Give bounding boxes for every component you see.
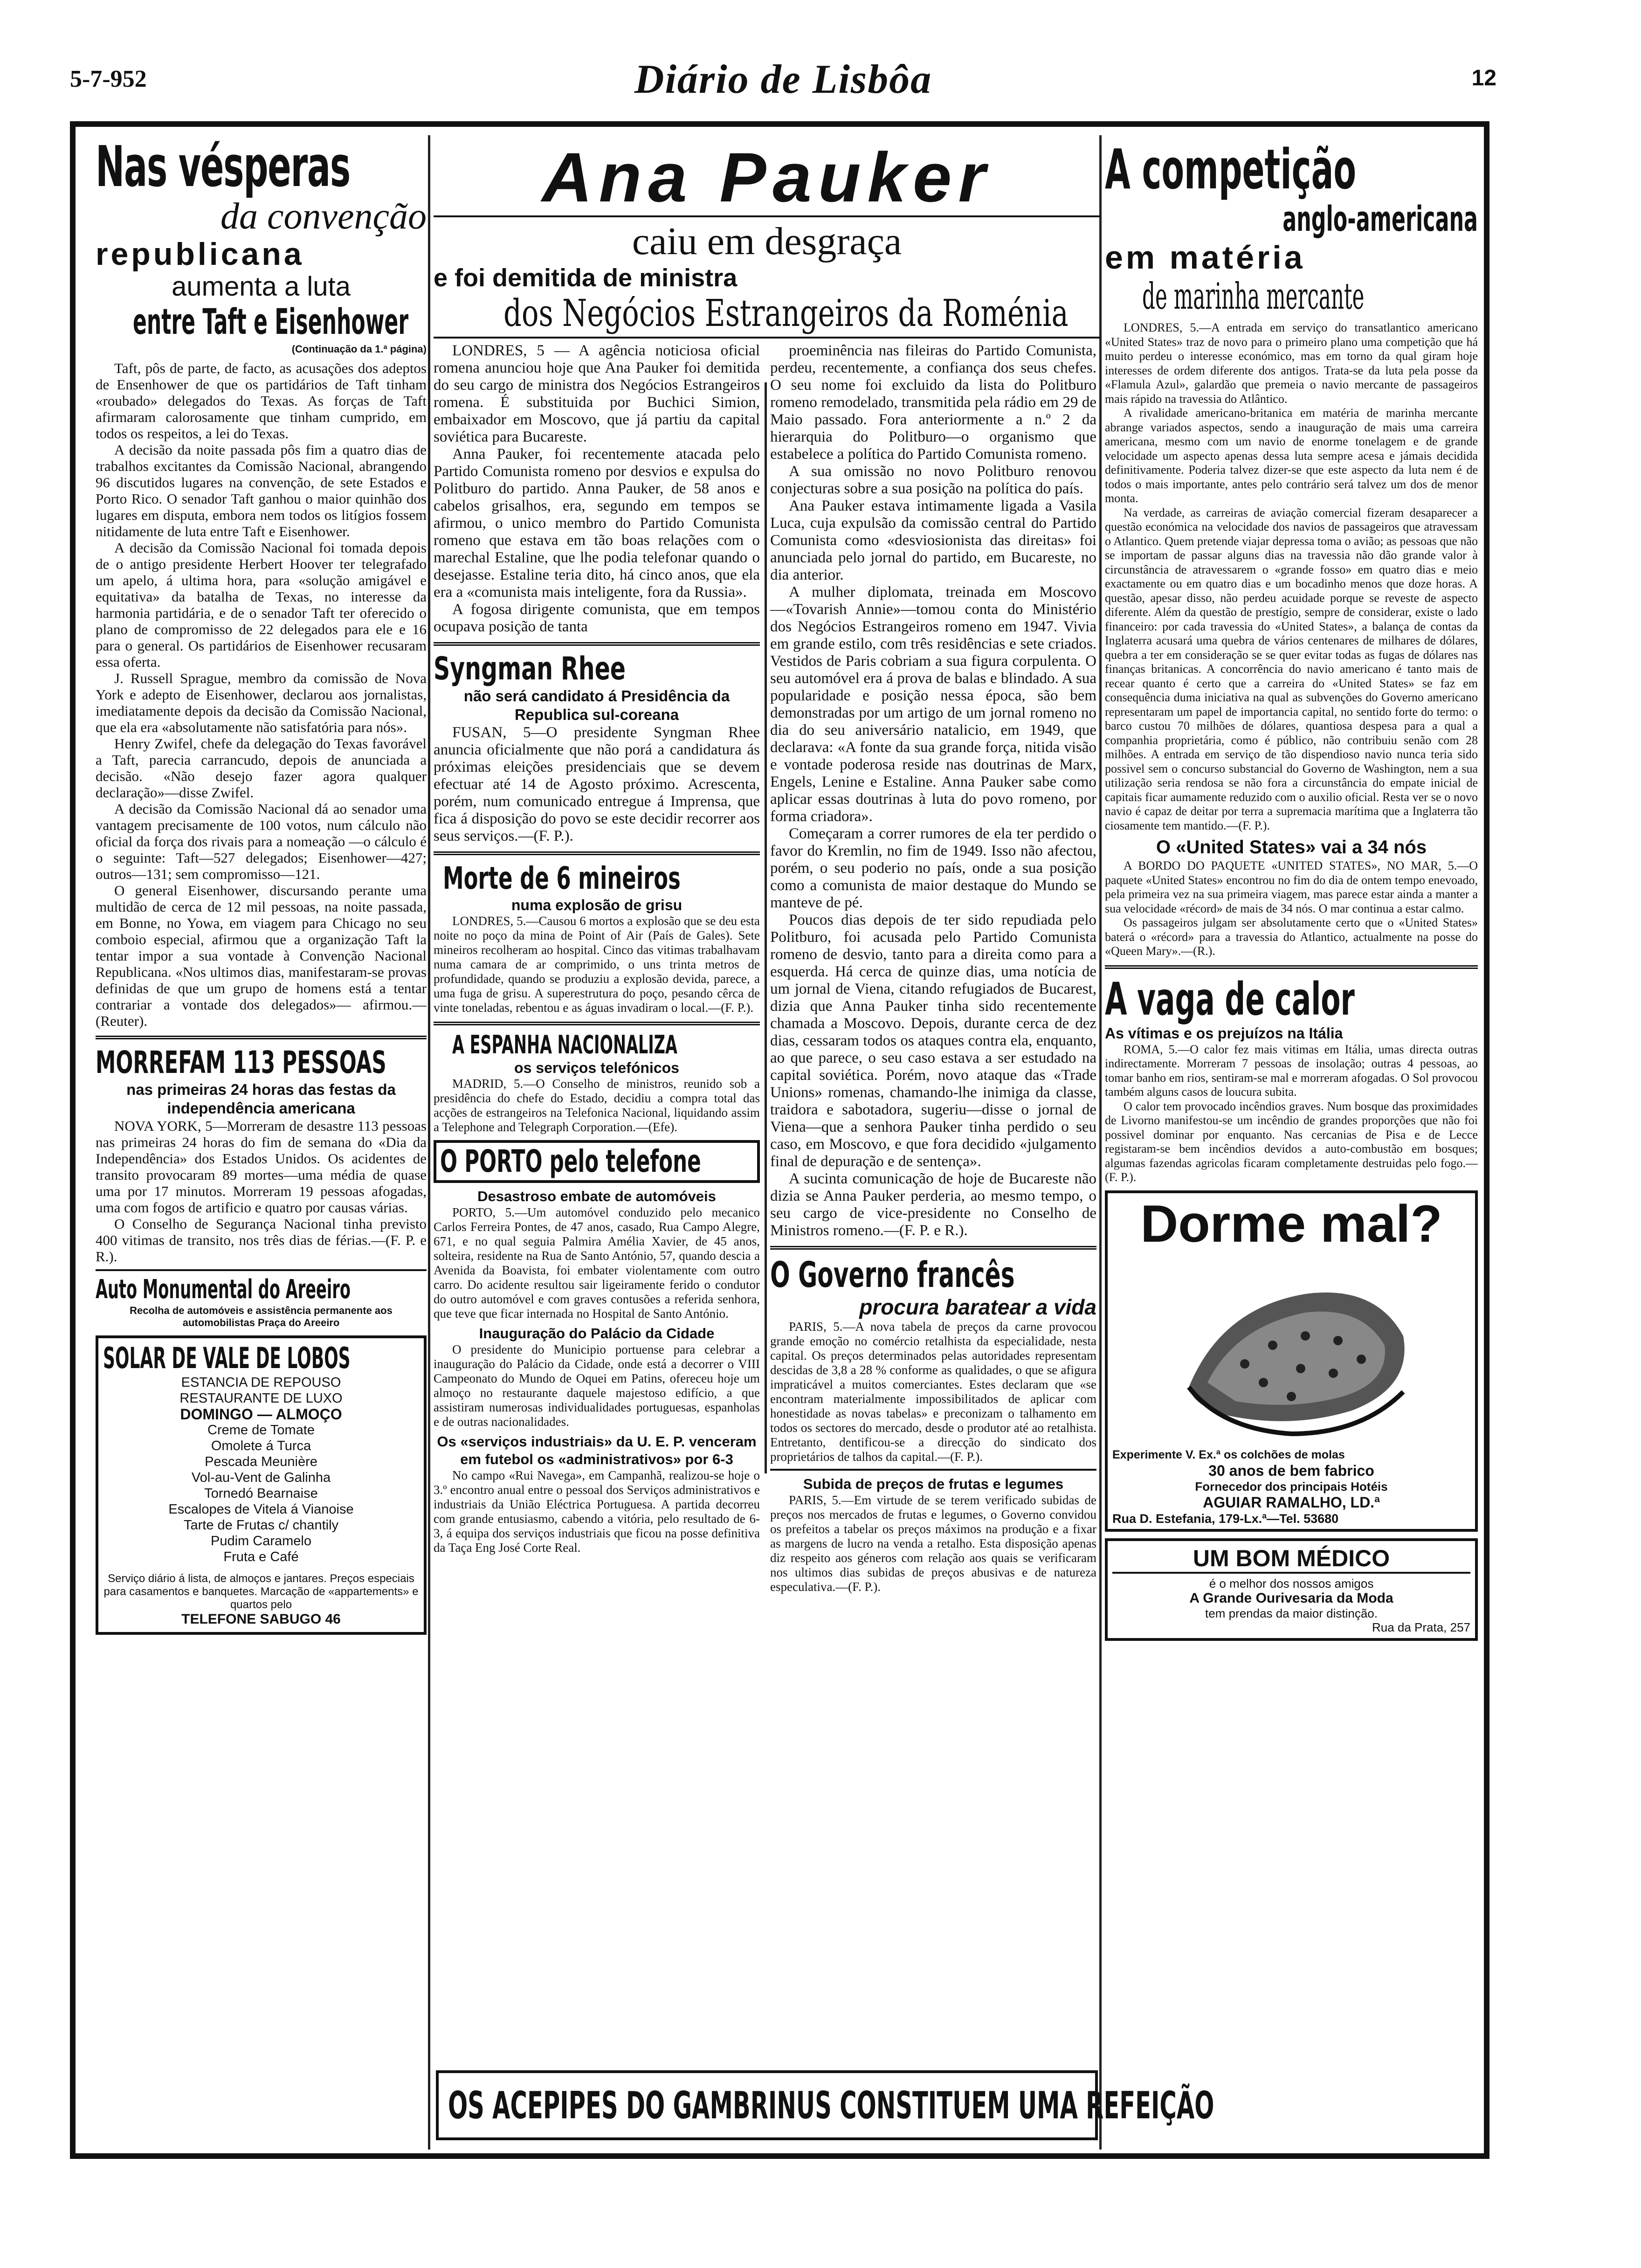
divider (434, 1022, 760, 1025)
pauker-columns (434, 342, 1100, 1594)
ad-dorme-mal-title: Dorme mal? (1140, 1194, 1442, 1253)
ad-areeiro-text: Recolha de automóveis e assistência permanente aos automobilistas Praça do Areeiro (130, 1305, 393, 1328)
paragraph: PARIS, 5.—Em virtude de se terem verificado subidas de preços nos mercados de frutas e legumes, o Governo convidou os prefeitos a tabelar os preços máximos na produção e a fixar as margens de lucro na venda a retalho. Esta disposição apenas diz respeito aos géneros com relação aos quais se verificaram nos ultimos dias subidas de preços abusivas e de natureza especulativa.—(F. P.). (770, 1493, 1096, 1594)
paragraph: O general Eisenhower, discursando perante uma multidão de cerca de 12 mil pessoas, na noite passada, em Bonne, no Yowa, em viagem para Chicago no seu comboio especial, afirmou que a organização Taft la tentar impor a sua vontade à Convenção Nacional Republicana. «Nos ultimos dias, manifestaram-se provas definidas de que um grupo de homens está a tentar contrariar a vontade dos delegados»— afirmou.—(Reuter). (96, 882, 427, 1029)
headline-porto: O PORTO pelo telefone (440, 1143, 701, 1179)
subhead-france: procura baratear a vida (859, 1295, 1096, 1319)
masthead (70, 56, 1496, 117)
paragraph: Taft, pôs de parte, de facto, as acusações dos adeptos de Ensenhower de que os partidários de Taft tinham «roubado» delegados do Texas. As forças de Taft afirmaram calorosamente que tinham cumprido, em todos os respeitos, a lei do Texas. (96, 360, 427, 442)
headline-taft-2: da convenção (220, 196, 427, 237)
paragraph: O Conselho de Segurança Nacional tinha previsto 400 vitimas de transito, nos três dias de férias.—(F. P. e R.). (96, 1216, 427, 1265)
column-rule (428, 135, 430, 2150)
paragraph: A decisão da Comissão Nacional foi tomada depois de o antigo presidente Herbert Hoover ter telegrafado um apelo, á ultima hora, para «solução amigável e equitativa» da batalha de Texas, no interesse da harmonia partidária, e de o senador Taft ter oferecido o plano de compromisso de 22 delegados para ele e 16 para o general. Os partidários de Eisenhower recusaram essa oferta. (96, 539, 427, 670)
menu-line: Pescada Meunière (205, 1454, 317, 1469)
ad-medico-line2: A Grande Ourivesaria da Moda (1189, 1590, 1393, 1606)
divider (770, 1469, 1096, 1471)
continuation-note: (Continuação da 1.ª página) (291, 343, 427, 355)
paragraph: A BORDO DO PAQUETE «UNITED STATES», NO MAR, 5.—O paquete «United States» encontrou no fim do dia de ontem tempo enevoado, pela primeira vez na sua primeira viagem, mas parece estar ainda a manter a sua velocidade «récord» de mais de 34 nós. O mar continua a estar calmo. (1105, 859, 1478, 915)
divider (96, 1269, 427, 1271)
ad-medico-line3: tem prendas da maior distinção. (1205, 1606, 1378, 1620)
ad-solar-title: SOLAR DE VALE DE LOBOS (103, 1341, 351, 1375)
headline-taft-3: republicana (96, 236, 304, 272)
headline-maritime-4: de marinha mercante (1142, 276, 1365, 318)
headline-france: O Governo francês (770, 1254, 1015, 1295)
menu-line: RESTAURANTE DE LUXO (179, 1391, 343, 1406)
paragraph: MADRID, 5.—O Conselho de ministros, reunido sob a presidência do chefe do Estado, decidiu a compra total das acções de estrangeiros na Telefonica Nacional, liquidando assim a Telephone and Telegraph Corporation.—(Efe). (434, 1077, 760, 1134)
headline-taft-1: Nas vésperas (96, 135, 350, 200)
paragraph: LONDRES, 5.—Causou 6 mortos a explosão que se deu esta noite no poço da mina de Point of Air (País de Gales). Sete mineiros recolheram ao hospital. Cinco das vitimas trabalhavam numa camara de ar comprimido, o uns trinta metros de profundidade, quando se produziu a explosão devida, parece, a uma fuga de grisu. A superestrutura do poço, pesando cêrca de vinte toneladas, rebentou e as águas invadiram o local.—(F. P.). (434, 914, 760, 1015)
subhead-spain: os serviços telefónicos (514, 1059, 679, 1076)
menu-line: Omolete á Turca (211, 1438, 311, 1453)
menu-line: Tarte de Frutas c/ chantily (183, 1518, 339, 1533)
paragraph: A mulher diplomata, treinada em Moscovo—«Tovarish Annie»—tomou conta do Ministério dos Negócios Estrangeiros romeno em 1947. Vivia em grande estilo, com três residências e sete criados. Vestidos de Paris cobriam a sua figura corpulenta. O seu automóvel era á prova de balas e blindado. A sua popularidade e posição nessa época, são bem demonstradas por um artigo de um jornal romeno no dia do seu aniversário natalicio, em 1949, que declarava: «A fonte da sua grande força, nitida visão e vontade poderosa reside nas doutrinas de Marx, Engels, Lenine e Estaline. Anna Pauker sabe como aplicar essas doutrinas à luta do povo romeno, por forma criadora». (770, 584, 1096, 825)
paragraph: Anna Pauker, foi recentemente atacada pelo Partido Comunista romeno por desvios e expulsa do Politburo do partido. Anna Pauker, de 58 anos e cabelos grisalhos, era, segundo em tempos se afirmou, o unico membro do Partido Comunista romeno que estava em tão boas relações com o marechal Estaline, que lhe podia telefonar quando o desejasse. Estaline teria dito, há cinco anos, que ela era a «comunista mais inteligente, fora da Russia». (434, 446, 760, 601)
headline-heatwave: A vaga de calor (1105, 973, 1355, 1025)
ad-dorme-mal (1105, 1190, 1478, 1532)
menu-line: Creme de Tomate (207, 1423, 315, 1438)
headline-taft-4: aumenta a luta (172, 271, 351, 302)
paragraph: A decisão da Comissão Nacional dá ao senador uma vantagem precisamente de 100 votos, num cálculo não oficial da força dos rivais para a nomeação —o cálculo é o seguinte: Taft—527 delegados; Eisenhower—427; outros—131; sem compromisso—121. (96, 801, 427, 882)
divider (434, 851, 760, 855)
ad-medico-line1: é o melhor dos nossos amigos (1209, 1576, 1374, 1590)
headline-deaths: MORREFAM 113 PESSOAS (96, 1044, 386, 1080)
heatwave-article (1105, 1043, 1478, 1185)
subhead-heatwave: As vítimas e os prejuízos na Itália (1105, 1024, 1343, 1042)
ad-gambrinus (436, 2070, 1214, 2140)
paragraph: Os passageiros julgam ser absolutamente certo que o «United States» baterá o «récord» para a travessia do Atlantico, actualmente na posse do «Queen Mary».—(R.). (1105, 916, 1478, 958)
paragraph: PARIS, 5.—A nova tabela de preços da carne provocou grande emoção no comércio retalhista da especialidade, nesta capital. Os preços determinados pelas autoridades representam descidas de 3,8 a 28 % conforme as qualidades, o que se afigura impraticável a muitos comerciantes. Estes declaram que «se encontram materialmente impossibilitados de aplicar com honestidade as novas tabelas» e preconizam o talhamento em todos os sectores do mercado, desde o produtor até ao retalhista. Entretanto, dentificou-se a direcção do sindicato dos proprietários de talhos da capital.—(F. P.). (770, 1320, 1096, 1464)
headline-pauker-2: caiu em desgraça (632, 220, 902, 263)
paragraph: Poucos dias depois de ter sido repudiada pelo Politburo, foi acusada pelo Partido Comunista romeno de desvio, tanto para a direita como para a esquerda. Há cerca de quinze dias, uma notícia de um jornal de Viena, citando refugiados de Bucarest, dizia que Anna Pauker tinha sido recentemente chamada a Moscovo. Depois, durante cerca de dez dias, cessaram todos os ataques contra ela, enquanto, ao que parece, o seu caso estava a ser estudado na capital soviética. Porém, novo ataque das «Trade Unions» romenas, chamando-lhe inimiga da classe, traidora e sabotadora, sugeriu—disse o jornal de Viena—que a senhora Pauker tinha perdido o seu caso, em Moscovo, e que fora decidido «julgamento final de depuração e de sentença». (770, 912, 1096, 1170)
spain-article (434, 1077, 760, 1134)
paragraph: proeminência nas fileiras do Partido Comunista, perdeu, recentemente, a confiança dos seus chefes. O seu nome foi excluido da lista do Politburo romeno remodelado, transmitida pela rádio em 29 de Maio passado. Fora anteriormente a n.º 2 da hierarquia do Politburo—o organismo que estabelece a política do Partido Comunista romeno. (770, 342, 1096, 463)
paragraph: LONDRES, 5 — A agência noticiosa oficial romena anunciou hoje que Ana Pauker foi demitida do seu cargo de ministra dos Negócios Estrangeiros romena. É substituida por Buchici Simion, embaixador em Moscovo, que já partiu da capital soviética para Bucareste. (434, 342, 760, 445)
menu-line: DOMINGO — ALMOÇO (180, 1406, 342, 1423)
paragraph: O presidente do Municipio portuense para celebrar a inauguração do Palácio da Cidade, onde está a decorrer o VIII Campeonato do Mundo de Oquei em Patins, ofereceu hoje um almoço no restaurante daquele majestoso edifício, a que assistiram numerosas individualidades portuguesas, espanholas e de outras nacionalidades. (434, 1342, 760, 1429)
ad-solar-phone: TELEFONE SABUGO 46 (181, 1611, 341, 1627)
pauker-article-part1 (434, 342, 760, 636)
divider (1105, 965, 1478, 969)
ad-um-bom-medico (1105, 1538, 1478, 1641)
paragraph: O calor tem provocado incêndios graves. Num bosque das proximidades de Livorno manifestou-se um incêndio de grandes proporções que não foi possivel dominar por enquanto. Nas cercanias de Pisa e de Lecce registaram-se bem incêndios devidos a auto-combustão em bosques; algumas fazendas agricolas ficaram completamente destruidas pelo fogo.—(F. P.). (1105, 1099, 1478, 1184)
paragraph: No campo «Rui Navega», em Campanhã, realizou-se hoje o 3.º encontro anual entre o pessoal dos Serviços administrativos e industriais da União Eléctrica Portuguesa. A partida decorreu com grande entusiasmo, cabendo a vitória, pelo resultado de 6-3, á equipa dos serviços industriais que ficou na posse definitiva da Taça Eng José Corte Real. (434, 1468, 760, 1555)
paragraph: A decisão da noite passada pôs fim a quatro dias de trabalhos excitantes da Comissão Nacional, abrangendo 96 discutidos lugares na convenção, de sete Estados e Porto Rico. O senador Taft ganhou o maior quinhão dos lugares em disputa, embora nem todos os litígios fossem nitidamente de luta entre Taft e Eisenhower. (96, 442, 427, 539)
ad-solar-footer: Serviço diário á lista, de almoços e jantares. Preços especiais para casamentos e banquetes. Marcação de «appartements» e quartos pelo (103, 1572, 419, 1611)
paragraph: A sucinta comunicação de hoje de Bucareste não dizia se Anna Pauker perderia, ao mesmo tempo, o seu cargo de vice-presidente no Conselho de Ministros romeno.—(F. P. e R.). (770, 1170, 1096, 1239)
headline-rhee: Syngman Rhee (434, 650, 626, 687)
paragraph: FUSAN, 5—O presidente Syngman Rhee anuncia oficialmente que não porá a candidatura ás próximas eleições presidenciais que se devem efectuar até 14 de Agosto próximo. Acrescenta, porém, num comunicado entregue á Imprensa, que fica á disposição do povo se este decidir recorrer aos seus serviços.—(F. P.). (434, 724, 760, 844)
menu-line: Escalopes de Vitela á Vianoise (168, 1502, 354, 1517)
subhead-deaths: nas primeiras 24 horas das festas da independência americana (126, 1081, 396, 1117)
headline-pauker-3: e foi demitida de ministra (434, 264, 738, 292)
france-article (770, 1320, 1096, 1464)
porto-story1 (434, 1205, 760, 1321)
headline-spain: A ESPANHA NACIONALIZA (452, 1030, 677, 1059)
mid-subcolumn-left (434, 342, 760, 1594)
porto-story1-title: Desastroso embate de automóveis (477, 1188, 716, 1204)
menu-line: Vol-au-Vent de Galinha (191, 1470, 331, 1485)
mattress-illustration (1151, 1252, 1431, 1448)
paragraph: A rivalidade americano-britanica em matéria de marinha mercante abrange variados aspectos, sendo a inauguração de mais uma carreira americana, mesmo com um navio de enorme tonelagem e de grande velocidade um aspecto apenas dessa luta sempre acesa e jámais decidida definitivamente. Poderia talvez dizer-se que este aspecto da luta nem é de todos o mais importante, antes pelo contrário será talvez um dos de menor monta. (1105, 406, 1478, 505)
miners-article (434, 914, 760, 1015)
divider (434, 642, 760, 646)
headline-maritime-2: anglo-americana (1282, 199, 1478, 239)
paragraph: ROMA, 5.—O calor fez mais vitimas em Itália, umas directa outras indirectamente. Morreram 7 pessoas de insolação; outras 4 pessoas, ao tomar banho em rios, sentiram-se mal e morreram afogadas. O Sol provocou também alguns casos de loucura subita. (1105, 1042, 1478, 1099)
paragraph: Henry Zwifel, chefe da delegação do Texas favorável a Taft, parecia carrancudo, depois de anunciada a decisão. «Não desejo fazer agora qualquer declaração»—disse Zwifel. (96, 735, 427, 801)
headline-taft-5: entre Taft e Eisenhower (133, 301, 409, 342)
prices-title: Subida de preços de frutas e legumes (803, 1476, 1064, 1492)
rhee-article (434, 724, 760, 845)
menu-line: Fruta e Café (223, 1549, 299, 1564)
left-column (96, 135, 427, 1635)
porto-story3 (434, 1468, 760, 1555)
headline-maritime-3: em matéria (1105, 239, 1305, 276)
paragraph: Começaram a correr rumores de ela ter perdido o favor do Kremlin, no fim de 1949. Isso não afectou, porém, o seu poderio no país, onde a sua posição como a comunista de maior destaque do Mundo se manteve de pé. (770, 825, 1096, 911)
porto-story3-title: Os «serviços industriais» da U. E. P. venceram em futebol os «administrativos» por 6-3 (437, 1433, 757, 1467)
ad-dorme-mal-line1: Experimente V. Ex.ª os colchões de molas (1112, 1448, 1345, 1461)
porto-story2-title: Inauguração do Palácio da Cidade (479, 1325, 715, 1341)
middle-column (434, 140, 1100, 1594)
ad-solar-menu (103, 1375, 419, 1565)
headline-united-states: O «United States» vai a 34 nós (1156, 837, 1427, 857)
divider (770, 1246, 1096, 1250)
divider (96, 1036, 427, 1039)
subhead-rhee: não será candidato á Presidência da Republica sul-coreana (463, 687, 730, 723)
paragraph: A fogosa dirigente comunista, que em tempos ocupava posição de tanta (434, 601, 760, 635)
mid-subcolumn-right (770, 342, 1096, 1594)
menu-line: Tornedó Bearnaise (204, 1486, 318, 1501)
headline-pauker-1: Ana Pauker (542, 138, 992, 216)
taft-article (96, 360, 427, 1029)
ad-solar-vale-de-lobos (96, 1335, 427, 1635)
ad-dorme-mal-line4: AGUIAR RAMALHO, LD.ª (1203, 1494, 1380, 1511)
maritime-article (1105, 321, 1478, 833)
ad-dorme-mal-line3: Fornecedor dos principais Hotéis (1195, 1479, 1388, 1494)
paragraph: LONDRES, 5.—A entrada em serviço do transatlantico americano «United States» traz de novo para o primeiro plano uma competição que há muito perdeu o interesse económico, mas em torno da qual giram hoje interesses de ordem diferente dos antigos. Trata-se da luta pela posse da «Flamula Azul», galardão que premeia o navio mercante de passageiros mais rápido na travessia do Atlântico. (1105, 321, 1478, 406)
porto-banner (434, 1140, 760, 1183)
united-states-article (1105, 859, 1478, 959)
ad-medico-title: UM BOM MÉDICO (1112, 1545, 1470, 1574)
headline-maritime-1: A competição (1105, 137, 1357, 201)
ad-dorme-mal-line2: 30 anos de bem fabrico (1208, 1462, 1374, 1479)
headline-miners: Morte de 6 mineiros (443, 860, 681, 896)
newspaper-title: Diário de Lisbôa (634, 57, 932, 102)
menu-line: ESTANCIA DE REPOUSO (181, 1375, 341, 1390)
deaths-article (96, 1118, 427, 1265)
headline-pauker-4: dos Negócios Estrangeiros da Roménia (503, 291, 1069, 335)
right-column (1105, 137, 1478, 1641)
page-number: 12 (1471, 66, 1496, 90)
paragraph: Ana Pauker estava intimamente ligada a Vasila Luca, cuja expulsão da comissão central do Partido Comunista como «desviosionista das direitas» foi anunciada pelo jornal do partido, em Bucareste, no dia anterior. (770, 498, 1096, 583)
paragraph: Na verdade, as carreiras de aviação comercial fizeram desaparecer a questão económica na velocidade dos navios de passageiros que atravessam o Atlantico. Quem pretende viajar depressa toma o avião; as pessoas que não se importam de passar alguns dias na travessia não dão grande valor à circunstância de atravessarem o «grande fosso» em quatro dias e meio exactamente ou em quatro dias e um bocadinho menos que doze horas. A questão, apesar disso, não perdeu acuidade porque se reveste de aspecto diferente. Além da questão de prestígio, sempre de considerar, existe o lado financeiro: por cada travessia do «United States», a balança de contas da Inglaterra acusará uma quebra de vários centenares de milhares de dólares, quebra a ter em consideração se se quer evitar todas as fugas de dólares nas finanças britanicas. A concorrência do navio americano é tanto mais de recear quanto é certo que a carreira do «United States» se faz em consequência duma iniciativa na qual as subvenções do Governo americano representaram um papel de importancia capital, no sentido forte do termo: o barco custou 70 milhões de dólares, quantiosa despesa para a qual a companhia proprietária, como é público, não contribuiu senão com 28 milhões. A entrada em serviço de tão dispendioso navio nunca teria sido possivel sem o concurso substancial do Governo de Washington, nem a sua utilização seria rendosa se não fora a circunstância do empate inicial de capitais ficar aumamente reduzido com o auxilio oficial. Resta ver se o novo navio é capaz de deitar por terra a supremacia marítima que a Inglaterra tão ciosamente tem mantido.—(F. P.). (1105, 505, 1478, 832)
subhead-miners: numa explosão de grisu (511, 897, 683, 913)
divider (434, 337, 1100, 339)
ad-areeiro-title: Auto Monumental do Areeiro (96, 1274, 351, 1305)
paragraph: A sua omissão no novo Politburo renovou conjecturas sobre a sua posição na política do país. (770, 463, 1096, 497)
porto-story2 (434, 1342, 760, 1429)
prices-article (770, 1493, 1096, 1594)
pauker-article-part2 (770, 342, 1096, 1239)
issue-date: 5-7-952 (70, 66, 147, 92)
paragraph: NOVA YORK, 5—Morreram de desastre 113 pessoas nas primeiras 24 horas do fim de semana do «Dia da Independência» dos Estados Unidos. Os acidentes de transito provocaram 89 mortes—uma média de quase uma por 17 minutos. Morreram 19 pessoas afogadas, uma com fogos de artificio e quatro por causas várias. (96, 1118, 427, 1216)
ad-medico-line4: Rua da Prata, 257 (1372, 1620, 1470, 1634)
ad-gambrinus-text: OS ACEPIPES DO GAMBRINUS CONSTITUEM UMA REFEIÇÃO (448, 2084, 1214, 2127)
paragraph: PORTO, 5.—Um automóvel conduzido pelo mecanico Carlos Ferreira Pontes, de 47 anos, casado, Rua Campo Alegre, 671, e no qual seguia Palmira Amélia Xavier, de 45 anos, solteira, residente na Rua de Santo António, 57, quando descia a Avenida da Boavista, foi embater violentamente com outro carro. Do acidente resultou sair ligeiramente ferido o condutor do outro automóvel e com graves contusões a referida senhora, que teve que ficar internada no Hospital de Santo António. (434, 1205, 760, 1321)
ad-dorme-mal-line5: Rua D. Estefania, 179-Lx.ª—Tel. 53680 (1112, 1511, 1339, 1526)
menu-line: Pudim Caramelo (211, 1534, 311, 1549)
paragraph: J. Russell Sprague, membro da comissão de Nova York e adepto de Eisenhower, declarou aos jornalistas, imediatamente depois da decisão da Comissão Nacional, que ela era «absolutamente não satisfatória para nós». (96, 670, 427, 735)
